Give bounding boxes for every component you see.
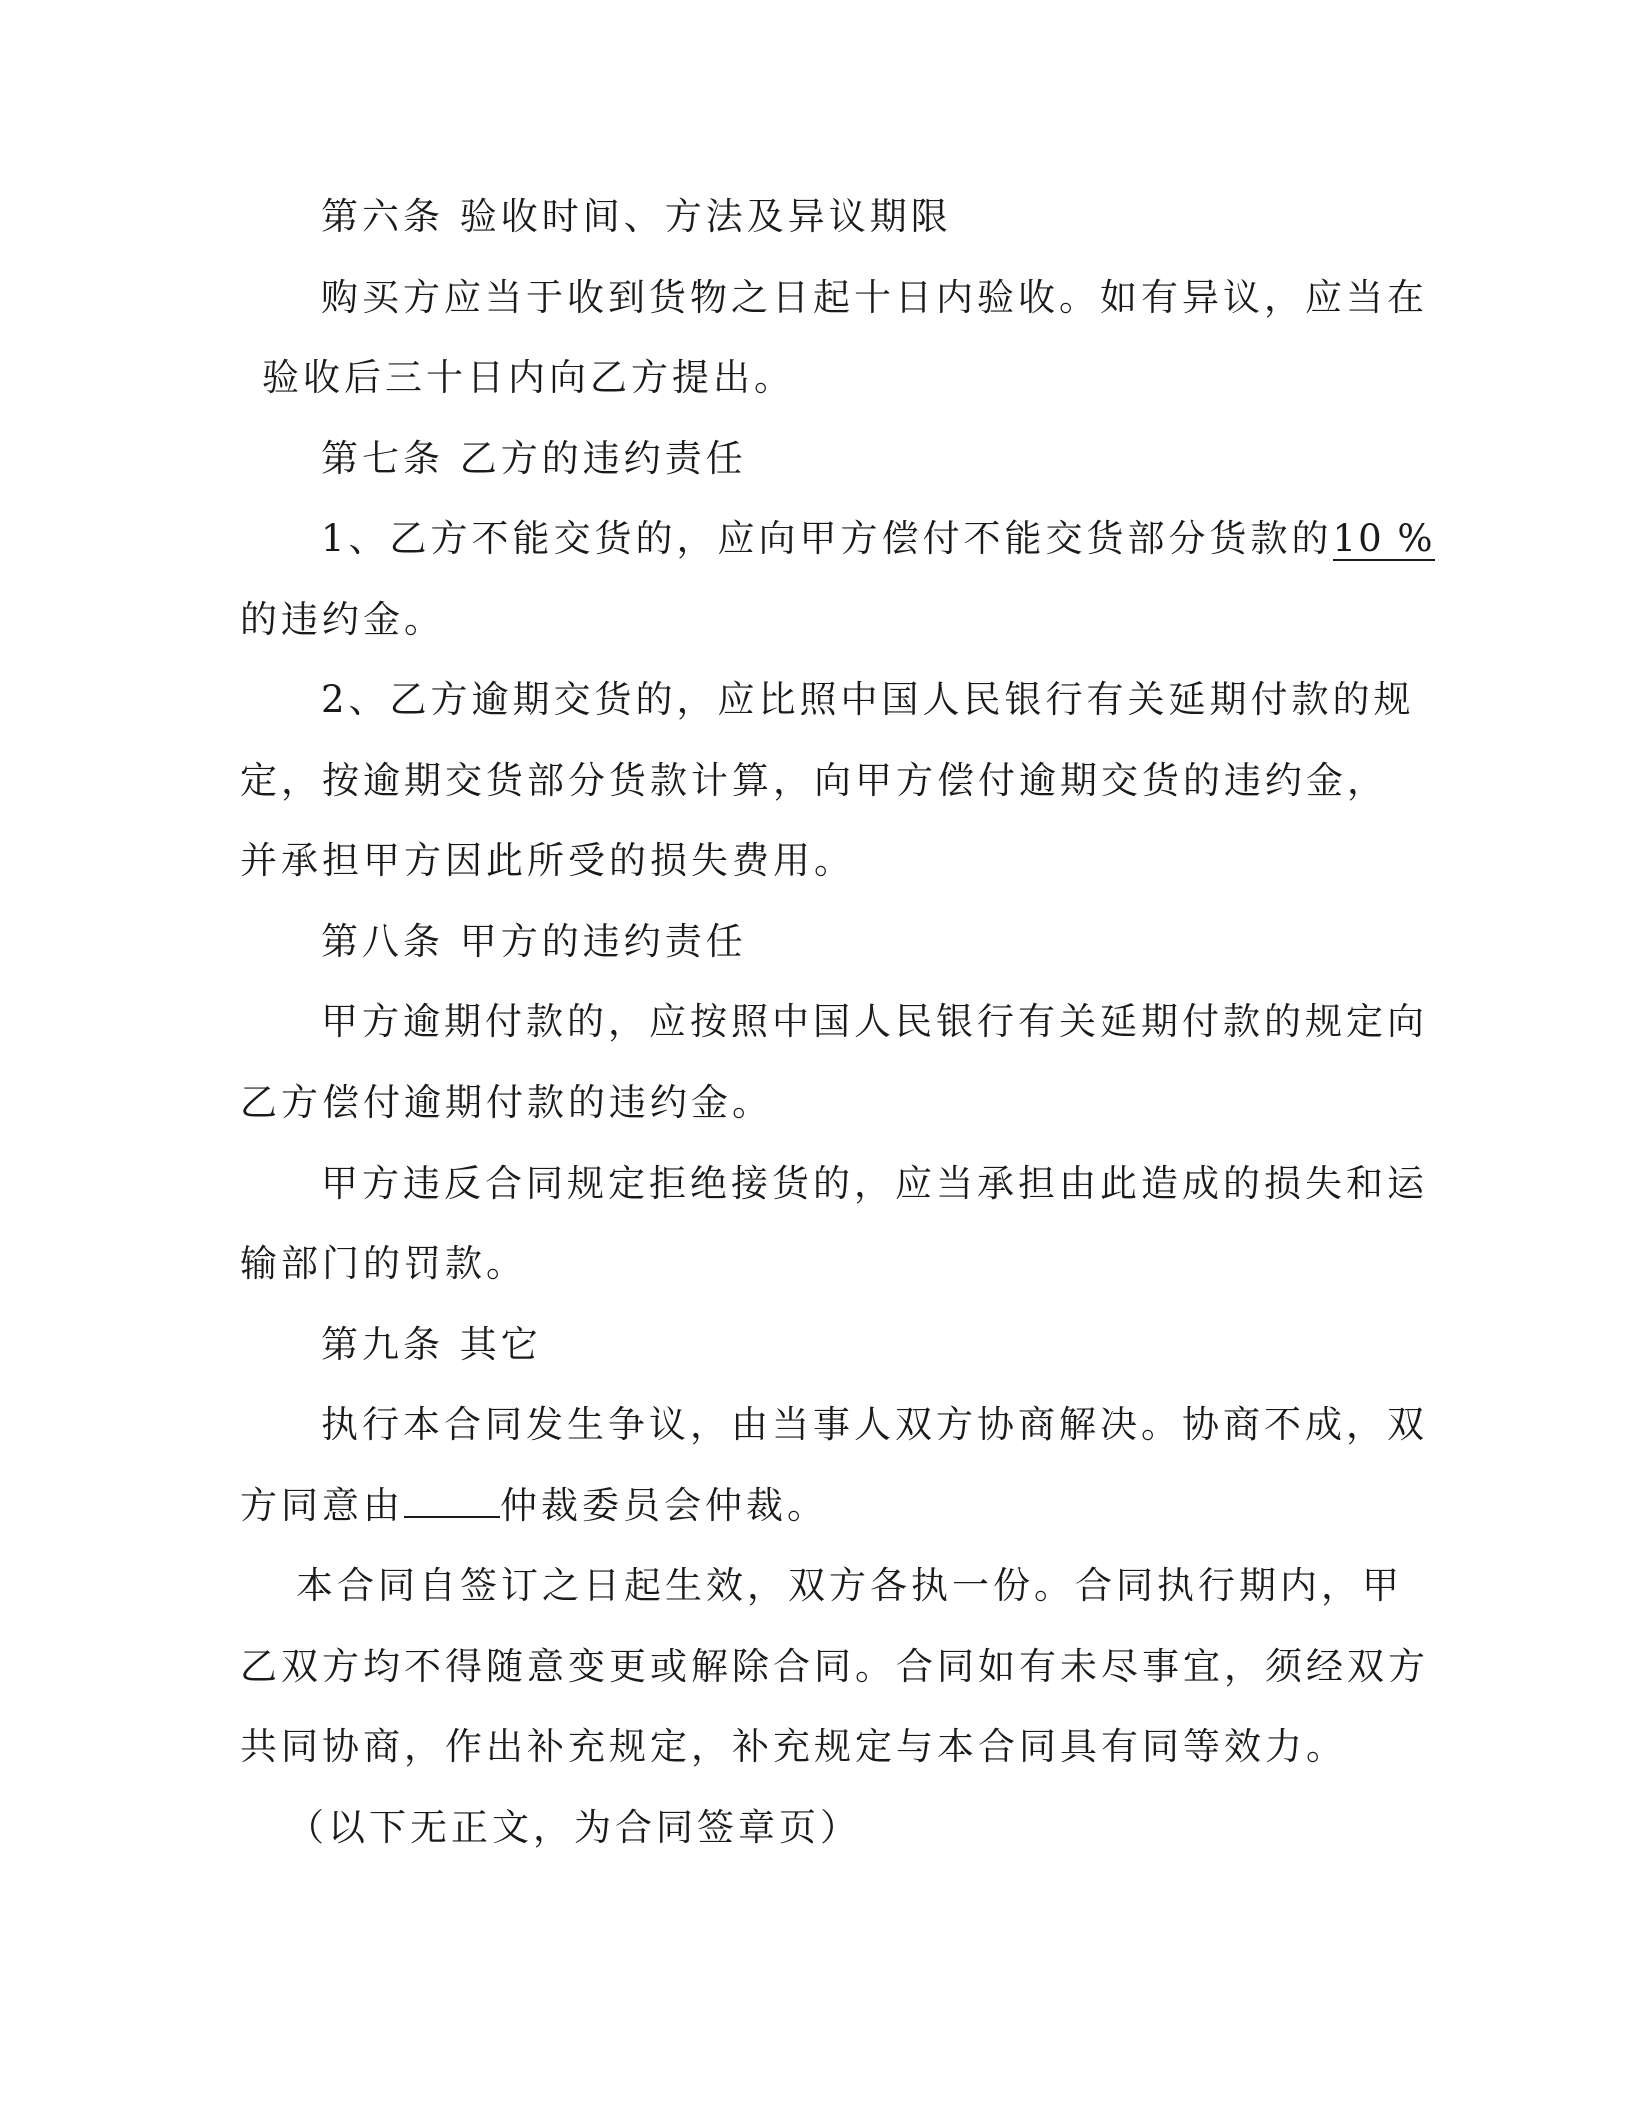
article-7-item-2-line-1: 2、乙方逾期交货的，应比照中国人民银行有关延期付款的规 (321, 678, 1415, 721)
article-8-paragraph-2-line-2: 输部门的罚款。 (240, 1242, 527, 1285)
article-9-paragraph-line-2 (240, 1482, 828, 1530)
article-8-paragraph-1-line-2: 乙方偿付逾期付款的违约金。 (240, 1081, 773, 1124)
article-6-heading: 第六条 验收时间、方法及异议期限 (321, 195, 952, 238)
effective-clause-line-1: 本合同自签订之日起生效，双方各执一份。合同执行期内，甲 (296, 1564, 1403, 1607)
article-8-paragraph-2-line-1: 甲方违反合同规定拒绝接货的，应当承担由此造成的损失和运 (321, 1162, 1428, 1205)
article-7-item-1-line-1 (321, 515, 1435, 563)
article-7-item-2-line-3: 并承担甲方因此所受的损失费用。 (240, 839, 855, 882)
article-8-paragraph-1-line-1: 甲方逾期付款的，应按照中国人民银行有关延期付款的规定向 (321, 1000, 1428, 1043)
arbitration-text-before: 方同意由 (240, 1484, 404, 1527)
closing-note: （以下无正文，为合同签章页） (287, 1806, 861, 1849)
article-8-heading: 第八条 甲方的违约责任 (321, 920, 747, 963)
article-9-heading: 第九条 其它 (321, 1323, 542, 1366)
article-6-text-line-1: 购买方应当于收到货物之日起十日内验收。如有异议，应当在 (321, 276, 1428, 319)
effective-clause-line-3: 共同协商，作出补充规定，补充规定与本合同具有同等效力。 (240, 1725, 1347, 1768)
article-7-item-2-line-2: 定，按逾期交货部分货款计算，向甲方偿付逾期交货的违约金， (240, 759, 1388, 802)
article-7-item-1-line-2: 的违约金。 (240, 598, 445, 641)
arbitration-text-after: 仲裁委员会仲裁。 (500, 1484, 828, 1527)
article-6-text-line-2: 验收后三十日内向乙方提出。 (262, 356, 795, 399)
penalty-percent-value: 10 % (1332, 517, 1435, 560)
arbitration-committee-blank (404, 1486, 500, 1518)
article-7-heading: 第七条 乙方的违约责任 (321, 437, 747, 480)
article-9-paragraph-line-1: 执行本合同发生争议，由当事人双方协商解决。协商不成，双 (321, 1403, 1428, 1446)
effective-clause-line-2: 乙双方均不得随意变更或解除合同。合同如有未尽事宜，须经双方 (240, 1645, 1429, 1688)
article-7-item-1-text: 1、乙方不能交货的，应向甲方偿付不能交货部分货款的 (321, 517, 1333, 560)
